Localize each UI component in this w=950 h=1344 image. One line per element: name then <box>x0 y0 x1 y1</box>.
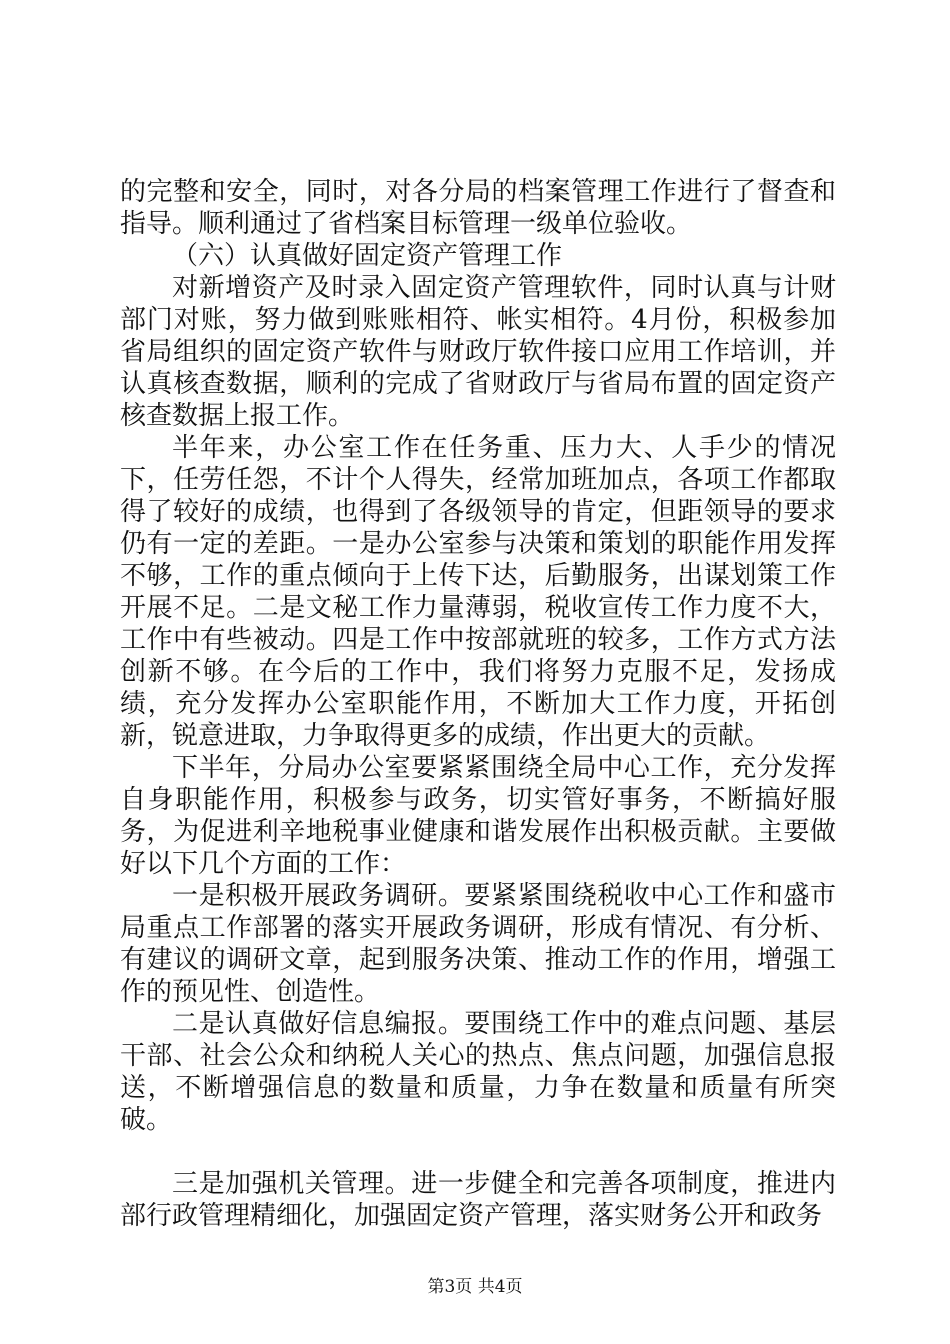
page-number-footer: 第3页 共4页 <box>427 1277 523 1297</box>
paragraph-item-research: 一是积极开展政务调研。要紧紧围绕税收中心工作和盛市局重点工作部署的落实开展政务调研，形成有情况、有分析、有建议的调研文章，起到服务决策、推动工作的作用，增强工作的预见性、创造性。 <box>120 881 836 1007</box>
paragraph-second-half-plan: 下半年，分局办公室要紧紧围绕全局中心工作，充分发挥自身职能作用，积极参与政务，切实管好事务，不断搞好服务，为促进利辛地税事业健康和谐发展作出积极贡献。主要做好以下几个方面的工作： <box>120 753 836 879</box>
paragraph-half-year-summary: 半年来，办公室工作在任务重、压力大、人手少的情况下，任劳任怨，不计个人得失，经常加班加点，各项工作都取得了较好的成绩，也得到了各级领导的肯定，但距领导的要求仍有一定的差距。一是办公室参与决策和策划的职能作用发挥不够，工作的重点倾向于上传下达，后勤服务，出谋划策工作开展不足。二是文秘工作力量薄弱，税收宣传工作力度不大，工作中有些被动。四是工作中按部就班的较多，工作方式方法创新不够。在今后的工作中，我们将努力克服不足，发扬成绩，充分发挥办公室职能作用，不断加大工作力度，开拓创新，锐意进取，力争取得更多的成绩，作出更大的贡献。 <box>120 433 836 751</box>
paragraph-item-management: 三是加强机关管理。进一步健全和完善各项制度，推进内部行政管理精细化，加强固定资产管理，落实财务公开和政务 <box>120 1169 836 1231</box>
paragraph-item-information: 二是认真做好信息编报。要围绕工作中的难点问题、基层干部、社会公众和纳税人关心的热点、焦点问题，加强信息报送，不断增强信息的数量和质量，力争在数量和质量有所突破。 <box>120 1009 836 1135</box>
document-body <box>120 176 836 1232</box>
paragraph-fixed-assets: 对新增资产及时录入固定资产管理软件，同时认真与计财部门对账，努力做到账账相符、帐实相符。4月份，积极参加省局组织的固定资产软件与财政厅软件接口应用工作培训，并认真核查数据，顺利的完成了省财政厅与省局布置的固定资产核查数据上报工作。 <box>120 273 836 431</box>
paragraph-archive-continuation: 的完整和安全，同时，对各分局的档案管理工作进行了督查和指导。顺利通过了省档案目标管理一级单位验收。 <box>120 177 836 239</box>
section-heading-fixed-assets: （六）认真做好固定资产管理工作 <box>172 241 563 271</box>
paragraph-spacer <box>120 1136 836 1168</box>
